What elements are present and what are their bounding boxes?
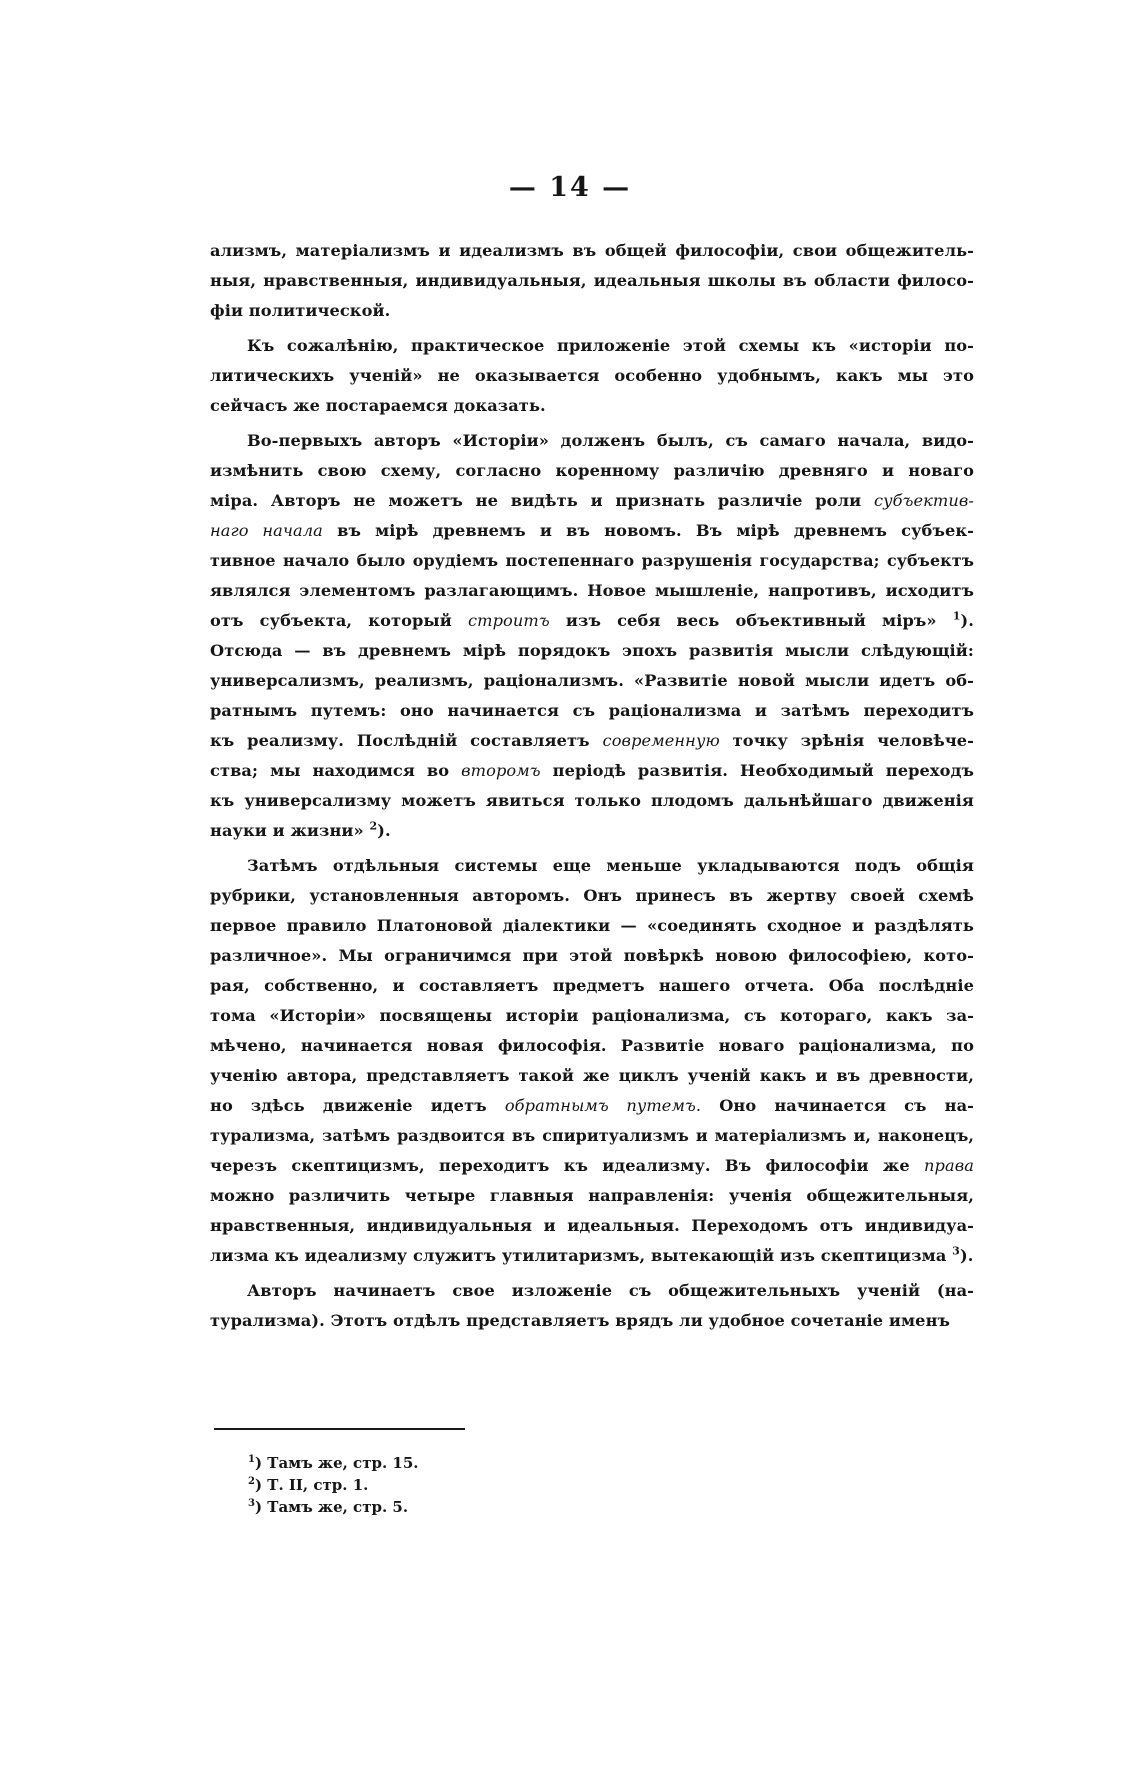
footnote [248,1452,419,1474]
text-line [210,971,974,1001]
text-segment: но здѣсь движеніе идетъ [210,1096,505,1115]
page-number: — 14 — [508,172,632,203]
text-line [210,1091,974,1121]
text-segment: измѣнить свою схему, согласно коренному различію древняго и новаго [210,461,974,480]
footnote-reference: 3 [952,1244,960,1258]
text-segment: турализма, затѣмъ раздвоится въ спиритуализмъ и матеріализмъ и, наконецъ, [210,1126,974,1145]
footnote-mark: 2 [248,1476,255,1487]
text-line [210,606,974,636]
text-segment: ратнымъ путемъ: оно начинается съ раціонализма и затѣмъ переходитъ [210,701,974,720]
text-segment: въ мірѣ древнемъ и въ новомъ. Въ мірѣ древнемъ субъек- [322,521,974,540]
footnote-text: ) Тамъ же, стр. 5. [254,1498,409,1516]
text-line [210,816,974,846]
paragraph [210,331,974,421]
text-segment: Затѣмъ отдѣльныя системы еще меньше укладываются подъ общія [247,856,974,875]
text-line [210,1121,974,1151]
text-segment: къ универсализму можетъ явиться только плодомъ дальнѣйшаго движенія [210,791,974,810]
text-segment: Во-первыхъ авторъ «Исторіи» долженъ былъ, съ самаго начала, видо- [247,431,974,450]
text-segment: ализмъ, матеріализмъ и идеализмъ въ общей философіи, свои общежитель- [210,241,974,260]
text-line [210,361,974,391]
footnote [248,1496,419,1518]
text-segment: литическихъ ученій» не оказывается особенно удобнымъ, какъ мы это [210,366,974,385]
text-segment: тивное начало было орудіемъ постепеннаго разрушенія государства; субъектъ [210,551,974,570]
italic-text: обратнымъ путемъ. [504,1096,702,1115]
text-segment: тома «Исторіи» посвящены исторіи раціонализма, съ котораго, какъ за- [210,1006,974,1025]
text-segment: ства; мы находимся во [210,761,462,780]
text-segment: Авторъ начинаетъ свое изложеніе съ общежительныхъ ученій (на- [247,1281,974,1300]
italic-text: права [923,1156,974,1175]
text-segment: ). [960,611,974,630]
text-segment: отъ субъекта, который [210,611,468,630]
text-segment: Отсюда — въ древнемъ мірѣ порядокъ эпохъ развитія мысли слѣдующій: [210,641,974,660]
text-line [210,1031,974,1061]
italic-text: современную [602,731,720,750]
footnote [248,1474,419,1496]
text-segment: Оно начинается съ на- [701,1096,974,1115]
paragraph [210,236,974,326]
body-text [210,236,974,1341]
text-segment: турализма). Этотъ отдѣлъ представляетъ врядъ ли удобное сочетаніе именъ [210,1311,951,1330]
italic-text: субъектив- [873,491,974,510]
text-segment: міра. Авторъ не можетъ не видѣть и признать различіе роли [210,491,874,510]
text-line [210,391,974,421]
italic-text: строитъ [467,611,550,630]
text-line [210,786,974,816]
italic-text: наго начала [210,521,323,540]
text-line [210,636,974,666]
text-segment: являлся элементомъ разлагающимъ. Новое мышленіе, напротивъ, исходитъ [210,581,974,600]
footnote-mark: 1 [248,1454,255,1465]
text-segment: Къ сожалѣнію, практическое приложеніе этой схемы къ «исторіи по- [247,336,974,355]
text-line [210,456,974,486]
footnote-reference: 1 [952,609,961,623]
text-segment: изъ себя весь объективный міръ» [549,611,953,630]
text-line [210,1306,974,1336]
text-line [210,1276,974,1306]
text-segment: первое правило Платоновой діалектики — «соединять сходное и раздѣлять [210,916,974,935]
text-line [210,426,974,456]
paragraph [210,426,974,846]
text-segment: къ реализму. Послѣдній составляетъ [210,731,603,750]
text-segment: точку зрѣнія человѣче- [719,731,974,750]
footnote-text: ) Тамъ же, стр. 15. [254,1454,419,1472]
text-line [210,546,974,576]
italic-text: второмъ [461,761,541,780]
text-line [210,1241,974,1271]
footnotes [248,1452,419,1518]
text-line [210,1181,974,1211]
text-line [210,1151,974,1181]
paragraph [210,851,974,1271]
text-line [210,486,974,516]
text-segment: ныя, нравственныя, индивидуальныя, идеальныя школы въ области филосо- [210,271,974,290]
text-line [210,576,974,606]
text-line [210,911,974,941]
text-line [210,696,974,726]
text-line [210,266,974,296]
text-segment: рубрики, установленныя авторомъ. Онъ принесъ въ жертву своей схемѣ [210,886,974,905]
text-segment: ). [377,821,391,840]
text-segment: рая, собственно, и составляетъ предметъ нашего отчета. Оба послѣдніе [210,976,974,995]
text-segment: различное». Мы ограничимся при этой повѣркѣ новою философіею, кото- [210,946,974,965]
text-line [210,236,974,266]
text-line [210,851,974,881]
footnote-reference: 2 [369,819,378,833]
text-line [210,726,974,756]
text-line [210,1061,974,1091]
text-segment: лизма къ идеализму служитъ утилитаризмъ, вытекающій изъ скептицизма [210,1246,953,1265]
text-segment: ученію автора, представляетъ такой же циклъ ученій какъ и въ древности, [210,1066,974,1085]
text-line [210,756,974,786]
footnote-divider [214,1428,465,1430]
text-segment: черезъ скептицизмъ, переходитъ къ идеализму. Въ философіи же [210,1156,924,1175]
text-line [210,941,974,971]
footnote-text: ) Т. II, стр. 1. [254,1476,369,1494]
text-line [210,296,974,326]
paragraph [210,1276,974,1336]
text-segment: ). [959,1246,974,1265]
text-segment: науки и жизни» [210,821,370,840]
text-line [210,331,974,361]
text-line [210,1001,974,1031]
text-segment: сейчасъ же постараемся доказать. [210,396,546,415]
text-segment: мѣчено, начинается новая философія. Развитіе новаго раціонализма, по [210,1036,974,1055]
text-line [210,516,974,546]
text-segment: періодѣ развитія. Необходимый переходъ [540,761,974,780]
text-segment: универсализмъ, реализмъ, раціонализмъ. «Развитіе новой мысли идетъ об- [210,671,974,690]
text-segment: нравственныя, индивидуальныя и идеальныя. Переходомъ отъ индивидуа- [210,1216,974,1235]
text-segment: фіи политической. [210,301,391,320]
footnote-mark: 3 [248,1498,255,1509]
text-line [210,666,974,696]
text-segment: можно различить четыре главныя направленія: ученія общежительныя, [210,1186,974,1205]
text-line [210,881,974,911]
text-line [210,1211,974,1241]
